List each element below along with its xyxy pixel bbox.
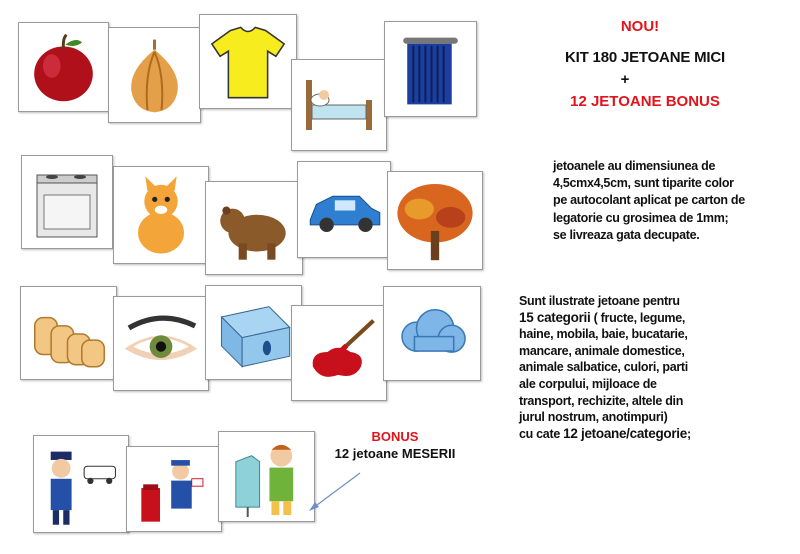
card-tailor: [218, 431, 315, 522]
policeman-icon: [34, 436, 128, 532]
categories-line: transport, rechizite, altele din: [519, 393, 684, 408]
categories-line: haine, mobila, baie, bucatarie,: [519, 327, 688, 342]
stove-icon: [22, 156, 112, 248]
size-line: legatorie cu grosimea de 1mm;: [553, 210, 729, 225]
card-onion: [108, 27, 201, 123]
bonus-note-title: BONUS: [371, 429, 419, 444]
towel-icon: [385, 22, 476, 116]
card-bed: [291, 59, 387, 151]
paint-spill-icon: [292, 306, 386, 400]
pencil-case-icon: [206, 286, 301, 379]
size-line: 4,5cmx4,5cm, sunt tiparite color: [553, 176, 734, 191]
categories-line: mancare, animale domestice,: [519, 343, 685, 358]
categories-line: ale corpului, mijloace de: [519, 376, 657, 391]
eye-icon: [114, 297, 208, 390]
per-category-suffix: ;: [686, 426, 691, 441]
size-line: jetoanele au dimensiunea de: [553, 159, 716, 173]
per-category-line: [519, 426, 759, 443]
card-cloud: [383, 286, 481, 381]
tailor-icon: [219, 432, 314, 521]
cloud-icon: [384, 287, 480, 380]
bear-icon: [206, 182, 302, 274]
bonus-note-subtitle: 12 jetoane MESERII: [334, 446, 456, 461]
size-description: [553, 158, 793, 244]
categories-line: [519, 310, 759, 327]
card-paint-spill: [291, 305, 387, 401]
per-category-prefix: cu cate: [519, 426, 564, 441]
card-pencil-case: [205, 285, 302, 380]
bed-icon: [292, 60, 386, 150]
arrow-icon: [305, 470, 365, 515]
card-bear: [205, 181, 303, 275]
card-stove: [21, 155, 113, 249]
bonus-title: 12 JETOANE BONUS: [570, 93, 720, 110]
categories-line: jurul nostrum, anotimpuri): [519, 410, 668, 425]
car-icon: [298, 162, 390, 257]
categories-line-text: ( fructe, legume,: [590, 310, 686, 325]
bread-icon: [21, 287, 116, 379]
autumn-tree-icon: [388, 172, 482, 269]
cat-icon: [114, 167, 208, 263]
card-tshirt: [199, 14, 297, 109]
kit-title: KIT 180 JETOANE MICI: [565, 49, 725, 66]
plus-sign: +: [620, 71, 630, 88]
size-line: se livreaza gata decupate.: [553, 227, 700, 242]
apple-icon: [19, 23, 108, 111]
card-apple: [18, 22, 109, 112]
per-category-count: 12 jetoane/categorie: [563, 425, 687, 441]
card-car: [297, 161, 391, 258]
card-eye: [113, 296, 209, 391]
onion-icon: [109, 28, 200, 122]
size-line: pe autocolant aplicat pe carton de: [553, 193, 745, 208]
categories-count: 15 categorii: [519, 309, 591, 325]
postman-icon: [127, 447, 221, 531]
card-bread: [20, 286, 117, 380]
tshirt-icon: [200, 15, 296, 108]
categories-line: animale salbatice, culori, parti: [519, 360, 688, 375]
card-cat: [113, 166, 209, 264]
card-autumn-tree: [387, 171, 483, 270]
card-postman: [126, 446, 222, 532]
categories-intro: Sunt ilustrate jetoane pentru: [519, 294, 680, 308]
categories-description: [519, 293, 759, 442]
card-policeman: [33, 435, 129, 533]
new-label: NOU!: [620, 18, 660, 35]
card-towel: [384, 21, 477, 117]
